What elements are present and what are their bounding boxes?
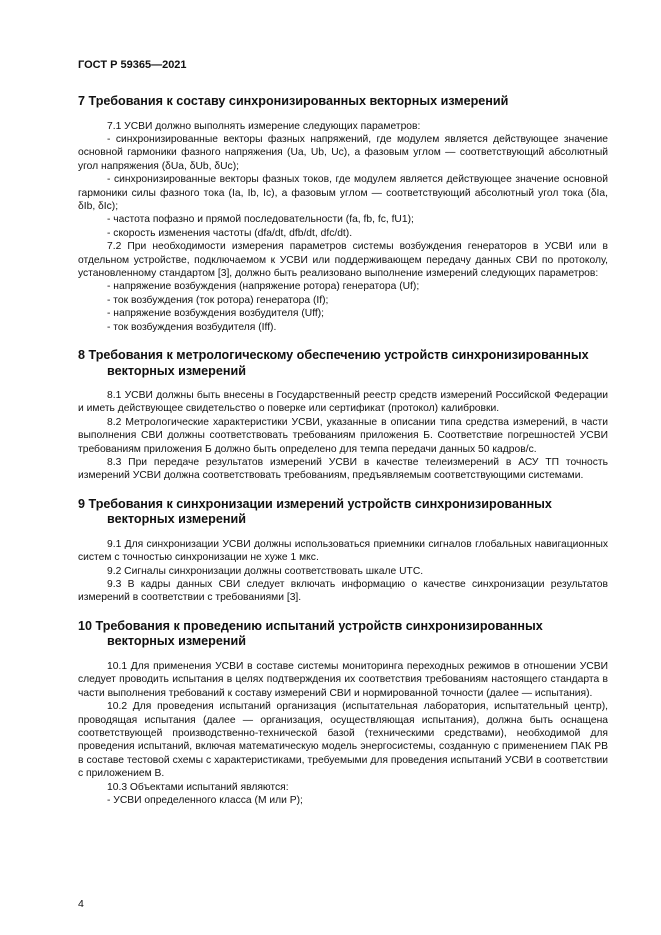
- list-item: - УСВИ определенного класса (М или Р);: [107, 794, 303, 806]
- list-item: - скорость изменения частоты (dfa/dt, dfb/dt, dfc/dt).: [107, 227, 353, 239]
- list-item: - напряжение возбуждения (напряжение ротора) генератора (Uf);: [107, 281, 420, 293]
- section-heading: 10 Требования к проведению испытаний устройств синхронизированных векторных измерений: [78, 618, 543, 649]
- paragraph: 9.2 Сигналы синхронизации должны соответствовать шкале UTC.: [107, 565, 424, 577]
- paragraph: 8.2 Метрологические характеристики УСВИ, указанные в описании типа средства измерений, в части выполнения СВИ должны соответствовать требованиям приложения Б. Соответствие погрешностей УСВИ требованиям приложения Б должно быть определено для темпа передачи данных 50 кадров/с.: [78, 416, 608, 455]
- section-heading: 8 Требования к метрологическому обеспечению устройств синхронизированных векторных измерений: [78, 348, 589, 378]
- page-number: 4: [78, 898, 84, 910]
- paragraph: 10.2 Для проведения испытаний организация (испытательная лаборатория, испытательный центр), проводящая испытания (далее — организация, осуществляющая испытания), должна быть оснащена соответствующей производственно-технической базой (техническими средствами), необходимой для проведения испытаний, включая математическую модель энергосистемы, созданную с применением ПАК РВ в составе тестовой схемы с характеристиками, требуемыми для проведения испытаний УСВИ в соответствии с приложением В.: [78, 701, 608, 780]
- list-item: - ток возбуждения возбудителя (Iff).: [107, 321, 277, 333]
- page-content: [78, 94, 608, 821]
- paragraph: 8.3 При передаче результатов измерений УСВИ в качестве телеизмерений в АСУ ТП точность измерений УСВИ должна соответствовать требованиям, предъявляемым соответствующими системами.: [78, 457, 608, 482]
- list-item: - напряжение возбуждения возбудителя (Uff);: [107, 308, 325, 320]
- paragraph: 9.3 В кадры данных СВИ следует включать информацию о качестве синхронизации результатов измерений в соответствии с требованиями [3].: [78, 579, 608, 604]
- paragraph: 10.3 Объектами испытаний являются:: [107, 781, 289, 793]
- list-item: - ток возбуждения (ток ротора) генератора (If);: [107, 294, 329, 306]
- section-heading: 9 Требования к синхронизации измерений устройств синхронизированных векторных измерений: [78, 496, 552, 527]
- section: [78, 497, 608, 605]
- section: [78, 94, 608, 334]
- paragraph: 9.1 Для синхронизации УСВИ должны использоваться приемники сигналов глобальных навигационных систем с точностью синхронизации не хуже 1 мкс.: [78, 538, 608, 564]
- list-item: - синхронизированные векторы фазных напряжений, где модулем является действующее значение основной гармоники фазного напряжения (Ua, Ub, Uc), а фазовым углом — соответствующий абсолютный угол напряжения (δUa, δUb, δUc);: [78, 133, 608, 172]
- paragraph: 7.2 При необходимости измерения параметров системы возбуждения генераторов в УСВИ или в отдельном устройстве, подключаемом к УСВИ или поддерживающем передачу данных СВИ по протоколу, установленному стандартом [3], должно быть реализовано выполнение измерений следующих параметров:: [78, 241, 608, 279]
- section-heading: 7 Требования к составу синхронизированных векторных измерений: [78, 94, 509, 108]
- paragraph: 8.1 УСВИ должны быть внесены в Государственный реестр средств измерений Российской Федерации и иметь действующее свидетельство о поверке или сертификат (протокол) калибровки.: [78, 390, 608, 415]
- section: [78, 619, 608, 807]
- section: [78, 348, 608, 483]
- list-item: - синхронизированные векторы фазных токов, где модулем является действующее значение основной гармоники силы фазного тока (Ia, Ib, Ic), а фазовым углом — соответствующий абсолютный угол тока (δIa, δIb, δIc);: [78, 174, 608, 212]
- document-header: ГОСТ Р 59365—2021: [78, 59, 187, 71]
- paragraph: 7.1 УСВИ должно выполнять измерение следующих параметров:: [107, 120, 421, 132]
- list-item: - частота пофазно и прямой последовательности (fa, fb, fc, fU1);: [107, 214, 414, 226]
- paragraph: 10.1 Для применения УСВИ в составе системы мониторинга переходных режимов в отношении УСВИ следует проводить испытания в целях подтверждения их соответствия требованиям настоящего стандарта в части выполнения требований к составу измерений СВИ и нормированной точности (далее — испытания).: [78, 660, 608, 699]
